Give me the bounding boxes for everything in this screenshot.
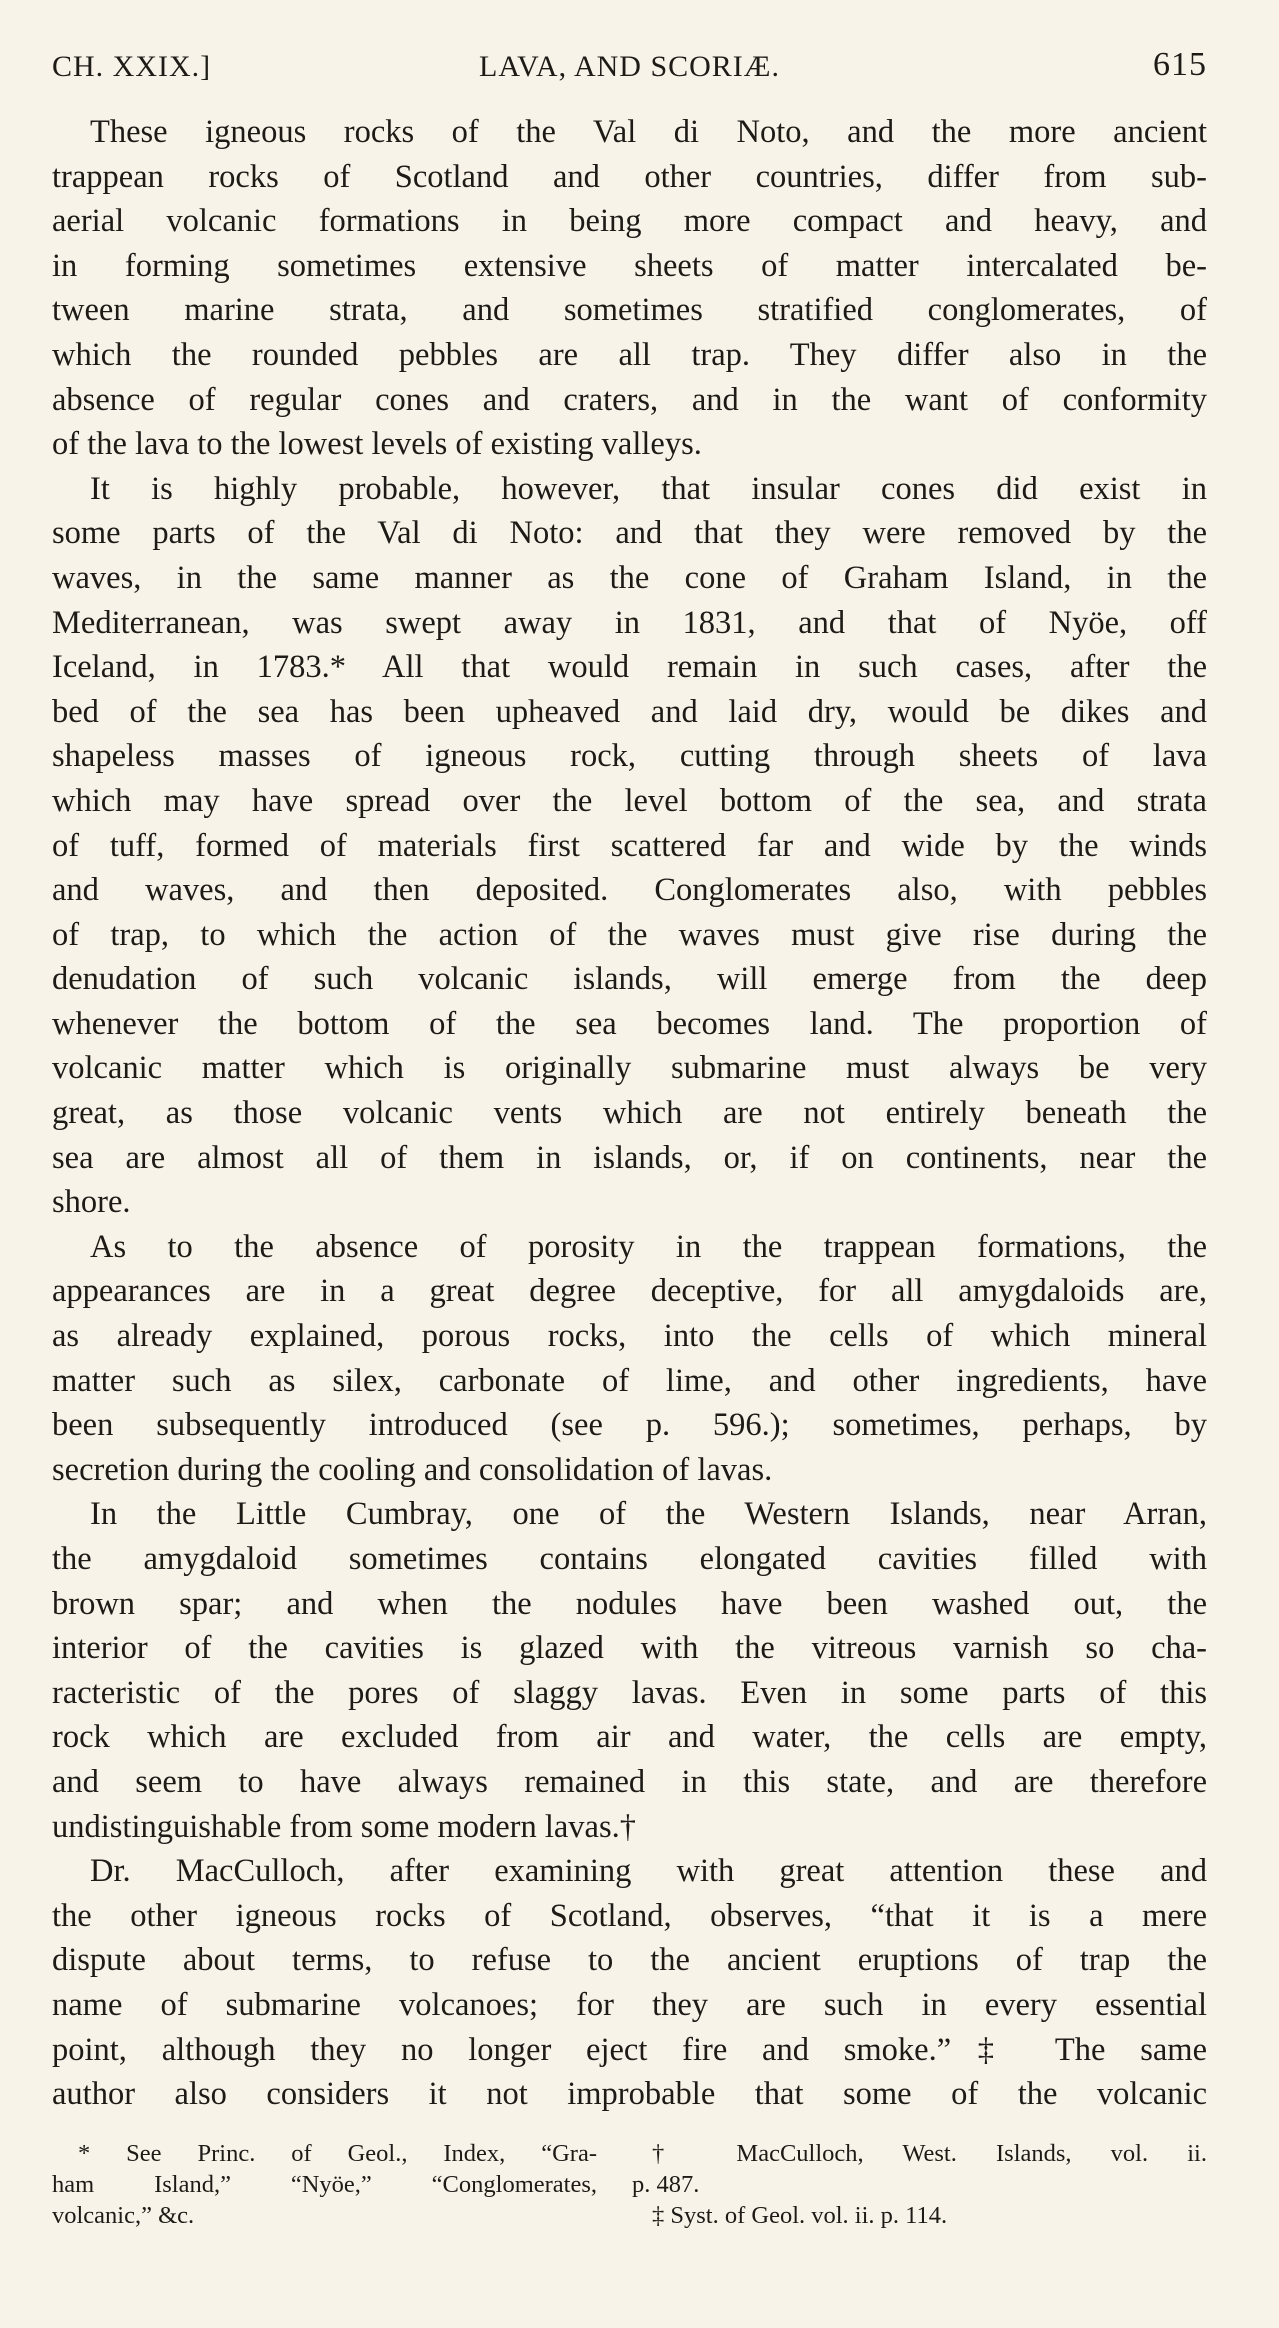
body-text xyxy=(52,110,1207,2117)
text-line: denudation of such volcanic islands, will emerge from the deep xyxy=(52,961,1207,998)
text-line: the other igneous rocks of Scotland, observes, “that it is a mere xyxy=(52,1897,1207,1934)
text-line: in forming sometimes extensive sheets of matter intercalated be- xyxy=(52,247,1207,284)
text-line: been subsequently introduced (see p. 596.); sometimes, perhaps, by xyxy=(52,1407,1207,1444)
footnote-line: † MacCulloch, West. Islands, vol. ii. xyxy=(652,2140,1207,2167)
text-line: which the rounded pebbles are all trap. They differ also in the xyxy=(52,336,1207,373)
text-line: rock which are excluded from air and water, the cells are empty, xyxy=(52,1719,1207,1756)
text-line: as already explained, porous rocks, into the cells of which mineral xyxy=(52,1318,1207,1355)
text-line: secretion during the cooling and consolidation of lavas. xyxy=(52,1451,773,1488)
text-line: volcanic matter which is originally submarine must always be very xyxy=(52,1050,1207,1087)
text-line: These igneous rocks of the Val di Noto, and the more ancient xyxy=(90,114,1207,150)
text-line: appearances are in a great degree deceptive, for all amygdaloids are, xyxy=(52,1273,1207,1310)
running-header xyxy=(52,46,1207,100)
text-line: of trap, to which the action of the waves must give rise during the xyxy=(52,916,1207,953)
text-line: waves, in the same manner as the cone of Graham Island, in the xyxy=(52,559,1207,596)
text-line: In the Little Cumbray, one of the Western Islands, near Arran, xyxy=(90,1496,1207,1533)
footnote-line: volcanic,” &c. xyxy=(52,2202,195,2229)
text-line: point, although they no longer eject fire and smoke.”‡ The same xyxy=(52,2031,1207,2068)
text-line: aerial volcanic formations in being more compact and heavy, and xyxy=(52,203,1207,240)
footnote-line: * See Princ. of Geol., Index, “Gra- xyxy=(78,2140,597,2167)
text-line: dispute about terms, to refuse to the ancient eruptions of trap the xyxy=(52,1942,1207,1979)
text-line: undistinguishable from some modern lavas.† xyxy=(52,1808,637,1845)
footnote-line: ham Island,” “Nyöe,” “Conglomerates, xyxy=(52,2171,597,2198)
footnote-column-left xyxy=(52,2138,597,2231)
text-line: of the lava to the lowest levels of existing valleys. xyxy=(52,426,702,463)
footnote-line: ‡ Syst. of Geol. vol. ii. p. 114. xyxy=(652,2202,948,2229)
text-line: whenever the bottom of the sea becomes land. The proportion of xyxy=(52,1005,1207,1042)
text-line: author also considers it not improbable that some of the volcanic xyxy=(52,2076,1207,2113)
text-line: trappean rocks of Scotland and other countries, differ from sub- xyxy=(52,158,1207,195)
text-line: Mediterranean, was swept away in 1831, and that of Nyöe, off xyxy=(52,604,1207,641)
text-line: shapeless masses of igneous rock, cutting through sheets of lava xyxy=(52,738,1207,775)
text-line: interior of the cavities is glazed with the vitreous varnish so cha- xyxy=(52,1630,1207,1667)
text-line: great, as those volcanic vents which are not entirely beneath the xyxy=(52,1095,1207,1132)
text-line: sea are almost all of them in islands, or, if on continents, near the xyxy=(52,1139,1207,1176)
chapter-label: CH. XXIX.] xyxy=(52,50,212,83)
text-line: shore. xyxy=(52,1184,131,1221)
running-title: LAVA, AND SCORIÆ. xyxy=(479,50,780,83)
text-line: the amygdaloid sometimes contains elongated cavities filled with xyxy=(52,1541,1207,1577)
text-line: name of submarine volcanoes; for they are such in every essential xyxy=(52,1986,1207,2023)
text-line: and seem to have always remained in this state, and are therefore xyxy=(52,1763,1207,1800)
text-line: some parts of the Val di Noto: and that they were removed by the xyxy=(52,515,1207,552)
text-line: tween marine strata, and sometimes stratified conglomerates, of xyxy=(52,292,1207,329)
text-line: racteristic of the pores of slaggy lavas. Even in some parts of this xyxy=(52,1674,1207,1711)
text-line: matter such as silex, carbonate of lime, and other ingredients, have xyxy=(52,1362,1207,1399)
page-number: 615 xyxy=(1153,46,1207,83)
text-line: and waves, and then deposited. Conglomerates also, with pebbles xyxy=(52,872,1207,909)
footnote-line: p. 487. xyxy=(632,2171,700,2198)
text-line: As to the absence of porosity in the trappean formations, the xyxy=(90,1228,1207,1265)
text-line: It is highly probable, however, that insular cones did exist in xyxy=(90,470,1207,507)
text-line: of tuff, formed of materials first scattered far and wide by the winds xyxy=(52,827,1207,864)
text-line: Dr. MacCulloch, after examining with great attention these and xyxy=(90,1853,1207,1890)
text-line: which may have spread over the level bottom of the sea, and strata xyxy=(52,782,1207,819)
text-line: bed of the sea has been upheaved and laid dry, would be dikes and xyxy=(52,693,1207,730)
text-line: brown spar; and when the nodules have been washed out, the xyxy=(52,1585,1207,1622)
text-line: absence of regular cones and craters, and in the want of conformity xyxy=(52,381,1207,418)
footnote-column-right xyxy=(632,2138,1207,2231)
text-line: Iceland, in 1783.* All that would remain in such cases, after the xyxy=(52,649,1207,686)
